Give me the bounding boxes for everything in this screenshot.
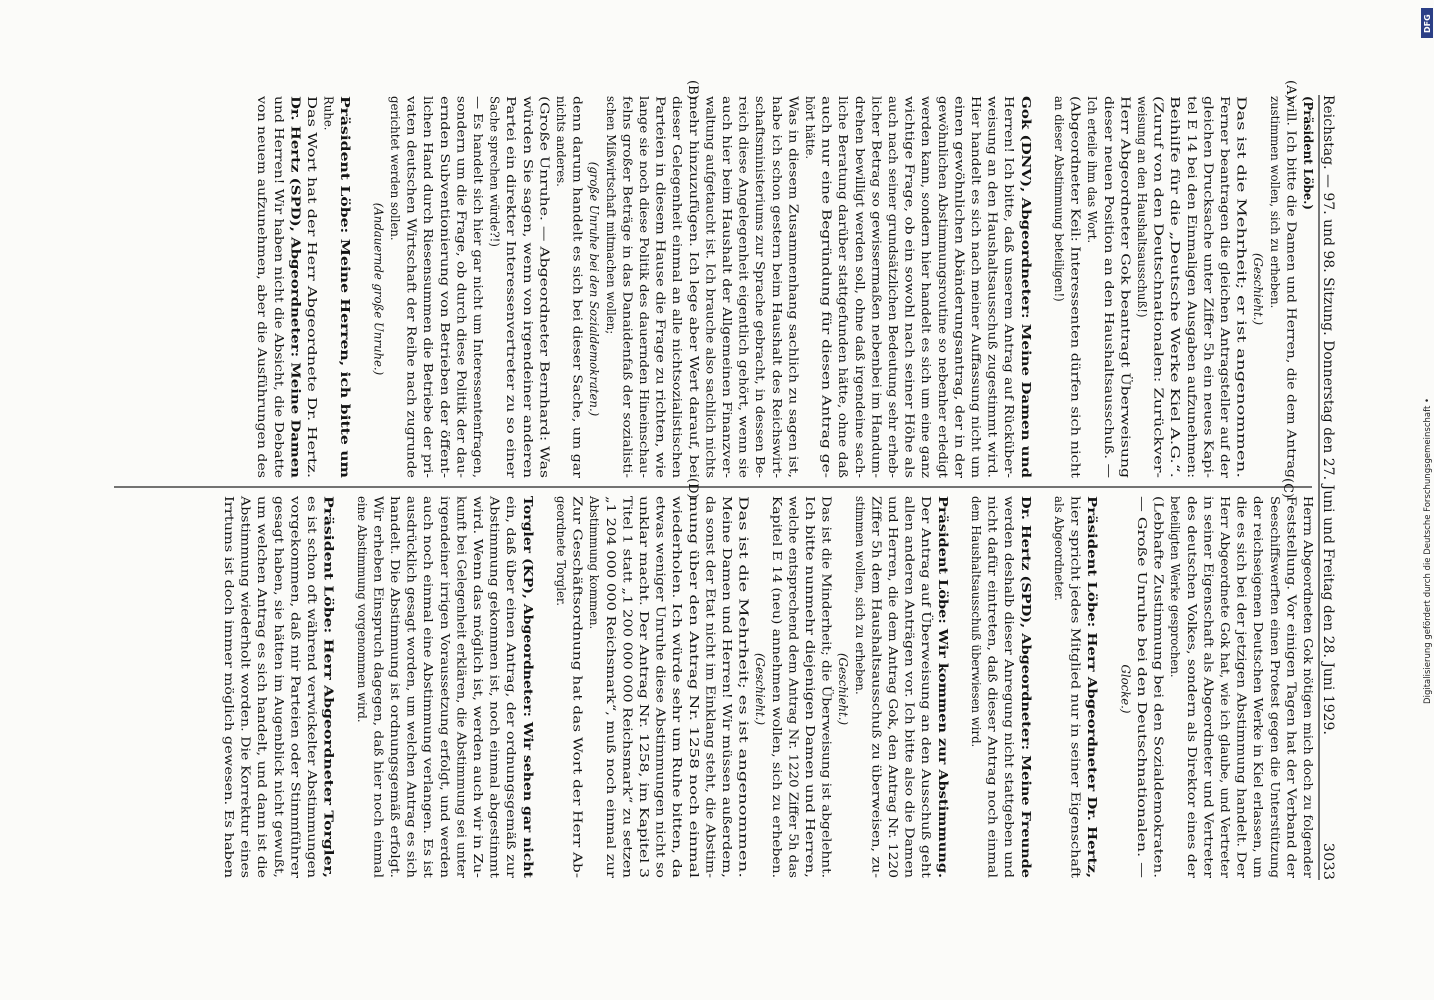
- text-line: der reichseigenen Deutschen Werke in Kiel erlassen, um: [1251, 496, 1266, 833]
- text-line: liche Beratung darüber stattgefunden hätte, ohne daß: [836, 96, 851, 419]
- text-line: weisung an den Haushaltsausschuß!): [1135, 96, 1149, 318]
- text-line: Präsident Löbe: Herr Abgeordneter Dr. Hertz,: [1085, 496, 1100, 797]
- text-line: Parteien in diesem Hause die Frage zu richten, wie: [653, 96, 668, 401]
- text-line: geordnete Torgler.: [554, 496, 568, 606]
- text-line: Titel 1 statt „1 200 000 000 Reichsmark“ zu setzen: [620, 496, 635, 800]
- text-line: Partei ein direkter Interessenvertreter zu so einer: [504, 96, 519, 394]
- text-line: drehen bewilligt werden soll, ohne daß irgendeine sach-: [852, 96, 867, 431]
- text-line: ein, daß über einen Antrag, der ordnungsgemäß zur: [504, 496, 519, 807]
- text-line: nichts anderes.: [554, 96, 568, 187]
- margin-mark-b: (B): [685, 80, 700, 100]
- text-line: Dr. Hertz (SPD), Abgeordneter: Meine Damen: [288, 96, 303, 396]
- text-line: (Geschieht.): [1251, 252, 1266, 326]
- text-line: gerichtet werden sollen.: [388, 96, 402, 241]
- text-line: dieser Gelegenheit einmal an alle nichtsozialistischen: [670, 96, 685, 416]
- text-line: es ist schon oft während verwickelter Abstimmungen: [305, 496, 319, 813]
- margin-mark-c: (C): [1280, 478, 1295, 499]
- text-line: auch nur eine Begründung für diesen Antrag ge-: [819, 96, 834, 386]
- text-line: nicht dafür eintreten, daß dieser Antrag noch einmal: [985, 496, 1000, 811]
- text-line: wichtige Frage, ob ein sowohl nach seiner Höhe als: [902, 96, 917, 403]
- text-line: Abstimmung gekommen ist, noch einmal abgestimmt: [487, 496, 502, 812]
- text-line: eine Abstimmung vorgenommen wird.: [354, 496, 369, 723]
- text-line: Irrtums ist doch immer möglich gewesen. Es haben: [222, 496, 236, 803]
- text-line: etwas weniger Unruhe diese Abstimmungen nicht so: [653, 496, 668, 810]
- text-line: lichen Hand durch Riesensummen die Betriebe der pri-: [421, 96, 436, 425]
- text-line: (Geschieht.): [753, 652, 768, 726]
- text-line: mehr hinzuzufügen. Ich lege aber Wert darauf, bei: [686, 96, 701, 397]
- text-line: reich diese Angelegenheit eigentlich gehört, wenn sie: [736, 96, 751, 416]
- text-line: Herr Abgeordneter Gok beantragt Überweisung: [1118, 96, 1133, 383]
- text-line: Ruhe.: [321, 96, 336, 131]
- text-line: und Herren, die dem Antrag Gok, den Antrag Nr. 1220: [886, 496, 900, 821]
- text-line: auch hier beim Haushalt der Allgemeinen Finanzver-: [720, 96, 734, 411]
- text-line: Sache sprechen würde?!): [487, 96, 502, 247]
- text-line: gleichen Drucksache unter Ziffer 5h ein neues Kapi-: [1201, 96, 1216, 407]
- text-line: von neuem aufzunehmen, aber die Ausführungen des: [255, 96, 270, 413]
- text-line: Torgler (KP), Abgeordneter: Wir sehen gar nicht: [520, 496, 535, 815]
- text-line: — Große Unruhe bei den Deutschnationalen. —: [1135, 496, 1149, 779]
- margin-mark-a: (A): [1283, 80, 1298, 100]
- text-line: gewöhnlichen Abstimmungsroutine so nebenher erledigt: [935, 96, 950, 434]
- text-line: wiederholen. Ich würde sehr um Ruhe bitten, da: [670, 496, 685, 784]
- text-line: Das ist die Mehrheit; er ist angenommen.: [1234, 96, 1249, 343]
- text-line: allen anderen Anträgen vor. Ich bitte also die Damen: [902, 496, 917, 811]
- text-line: Seeschiffswerften einen Protest gegen die Unterstützung: [1267, 496, 1282, 837]
- text-line: will. Ich bitte die Damen und Herren, die dem Antrag: [1284, 96, 1299, 414]
- text-line: (Große Unruhe. — Abgeordneter Bernhard: Was: [537, 96, 552, 383]
- text-line: Zur Geschäftsordnung hat das Wort der Herr Ab-: [570, 496, 585, 789]
- text-line: Feststellung. Vor einigen Tagen hat der Verband der: [1284, 496, 1299, 807]
- text-line: lange sie noch diese Politik des dauernden Hineinschau-: [637, 96, 651, 431]
- text-line: vaten deutschen Wirtschaft der Reihe nach zugrunde: [404, 96, 419, 413]
- text-line: des deutschen Volkes, sondern als Direktor eines der: [1184, 496, 1199, 812]
- text-line: wird. Wenn das möglich ist, werden auch wir in Zu-: [471, 496, 485, 802]
- text-line: dieser neuen Position an den Haushaltsausschuß. —: [1101, 96, 1116, 406]
- text-line: Der Antrag auf Überweisung an den Ausschuß geht: [919, 496, 934, 803]
- text-line: Ziffer 5h dem Haushaltsausschuß zu überweisen, zu-: [869, 496, 884, 811]
- text-line: Kapitel E 14 (neu) annehmen wollen, sich zu erheben.: [769, 496, 784, 818]
- text-line: schaftsministeriums zur Sprache gebracht, in dessen Be-: [753, 96, 768, 435]
- page-number: 3033: [1320, 842, 1336, 880]
- text-line: sondern um die Frage, ob durch diese Politik der dau-: [454, 96, 469, 417]
- margin-mark-d: (D): [685, 478, 700, 499]
- text-line: habe ich schon gestern beim Haushalt des Reichswirt-: [769, 96, 784, 420]
- text-line: felns großer Beträge in das Danaidenfaß der sozialisti-: [620, 96, 635, 422]
- text-line: werden kann, sondern hier handelt es sich um eine ganz: [919, 96, 934, 432]
- text-line: Wir erheben Einspruch dagegen, daß hier noch einmal: [371, 496, 386, 822]
- text-line: Abstimmung wiederholt worden. Die Korrektur eines: [238, 496, 253, 812]
- text-line: werden deshalb dieser Anregung nicht stattgeben und: [1002, 496, 1017, 820]
- text-line: irgendeiner irrigen Voraussetzung erfolgt, und werden: [437, 496, 452, 822]
- text-line: Herrn Abgeordneten Gok nötigen mich doch zu folgender: [1301, 496, 1315, 839]
- text-line: unklar macht. Der Antrag Nr. 1258, im Kapitel 3: [637, 496, 651, 784]
- text-line: tel E 14 bei den Einmaligen Ausgaben aufzunehmen:: [1184, 96, 1199, 411]
- text-line: Das Wort hat der Herr Abgeordnete Dr. Hertz.: [305, 96, 319, 372]
- text-line: ernden Subventionierung von Betrieben der öffent-: [437, 96, 452, 401]
- text-line: Was in diesem Zusammenhang sachlich zu sagen ist,: [786, 96, 801, 410]
- text-line: schen Mißwirtschaft mitmachen wollen;: [603, 96, 618, 335]
- text-line: — Es handelt sich hier gar nicht um Interessentenfragen,: [471, 96, 485, 438]
- text-line: (Zuruf von den Deutschnationalen: Zurückver-: [1151, 96, 1166, 373]
- text-line: als Abgeordneter.: [1052, 496, 1066, 601]
- text-line: Abstimmung kommen.: [587, 496, 602, 630]
- text-line: waltung aufgetaucht ist. Ich brauche also sachlich nichts: [703, 96, 718, 435]
- text-line: (Andauernde große Unruhe.): [371, 202, 386, 376]
- text-line: dem Haushaltsausschuß überwiesen wird.: [969, 496, 983, 748]
- credit-strip: [1421, 8, 1433, 704]
- text-line: Meine Damen und Herren! Wir müssen außerdem,: [720, 496, 734, 798]
- text-line: hört hätte.: [803, 96, 817, 160]
- text-line: Gok (DNV), Abgeordneter: Meine Damen und: [1018, 96, 1033, 394]
- text-line: Beihilfe für die „Deutsche Werke Kiel A.G.“.: [1168, 96, 1183, 357]
- text-line: denn darum handelt es sich bei dieser Sache, um gar: [570, 96, 585, 413]
- text-line: auch noch einmal eine Abstimmung verlangen. Es ist: [421, 496, 436, 812]
- text-line: mung über den Antrag Nr. 1258 noch einmal: [686, 496, 701, 763]
- text-line: würden Sie sagen, wenn von irgendeiner anderen: [520, 96, 535, 393]
- text-line: Ich bitte nunmehr diejenigen Damen und Herren,: [803, 496, 817, 791]
- text-line: Glocke.): [1118, 664, 1133, 714]
- text-line: beteiligten Werke gesprochen.: [1168, 496, 1183, 678]
- text-line: die es sich bei der jetzigen Abstimmung handelt. Der: [1234, 496, 1249, 812]
- text-line: Ferner beantragen die gleichen Antragsteller auf der: [1218, 96, 1232, 412]
- text-line: (Geschieht.): [836, 652, 851, 726]
- text-line: (große Unruhe bei den Sozialdemokraten.): [587, 161, 602, 417]
- text-line: Das ist die Mehrheit; es ist angenommen.: [736, 496, 751, 744]
- text-line: um welchen Antrag es sich handelt, und dann ist die: [255, 496, 270, 808]
- text-line: licher Betrag so gewissermaßen nebenbei im Handum-: [869, 96, 884, 423]
- text-line: vorgekommen, daß mir Parteien oder Stimmführer: [288, 496, 303, 799]
- text-line: an dieser Abstimmung beteiligen!): [1052, 96, 1066, 302]
- text-line: gesagt haben, sie hätten im Augenblick nicht gewußt,: [271, 496, 286, 817]
- credit-text: Digitalisierung gefördert durch die Deutsche Forschungsgemeinschaft •: [1423, 398, 1433, 704]
- text-line: Hier handelt es sich nach meiner Auffassung nicht um: [969, 96, 983, 419]
- text-line: welche entsprechend dem Antrag Nr. 1220 Ziffer 5h das: [786, 496, 801, 831]
- text-line: Ich erteile ihm das Wort.: [1085, 96, 1100, 244]
- text-line: weisung an den Haushaltsausschuß zugestimmt wird.: [985, 96, 1000, 416]
- text-line: stimmen wollen, sich zu erheben.: [852, 496, 867, 695]
- text-line: Herr Abgeordnete Gok hat, wie ich glaube, und Vertreter: [1218, 496, 1232, 836]
- text-line: Herren! Ich bitte, daß unserem Antrag auf Rücküber-: [1002, 96, 1017, 415]
- text-line: auch nach seiner grundsätzlichen Bedeutung sehr erheb-: [886, 96, 900, 437]
- text-line: (Lebhafte Zustimmung bei den Sozialdemokraten.: [1151, 496, 1166, 794]
- text-line: Dr. Hertz (SPD), Abgeordneter: Meine Freunde: [1018, 496, 1033, 805]
- text-line: zustimmen wollen, sich zu erheben.: [1267, 96, 1282, 309]
- text-line: Präsident Löbe: Wir kommen zur Abstimmung.: [935, 496, 950, 805]
- text-line: „1 204 000 000 Reichsmark“, muß noch einmal zur: [603, 496, 618, 801]
- text-line: hier spricht jedes Mitglied nur in seiner Eigenschaft: [1068, 496, 1083, 807]
- text-line: in seiner Eigenschaft als Abgeordneter und Vertreter: [1201, 496, 1216, 813]
- text-line: da sonst der Etat nicht im Einklang steht, die Abstim-: [703, 496, 718, 815]
- text-line: (Präsident Löbe.): [1301, 96, 1315, 210]
- text-line: Präsident Löbe: Herr Abgeordneter Torgler,: [321, 496, 336, 783]
- dfg-logo-text: DFG: [1423, 14, 1432, 33]
- text-line: (Abgeordneter Keil: Interessenten dürfen sich nicht: [1068, 96, 1083, 404]
- text-line: ausdrücklich gesagt worden, um welchen Antrag es sich: [404, 496, 419, 832]
- text-line: Präsident Löbe: Meine Herren, ich bitte um: [338, 96, 353, 383]
- text-line: handelt. Die Abstimmung ist ordnungsgemäß erfolgt.: [388, 496, 402, 813]
- text-line: kunft bei Gelegenheit erklären, die Abstimmung sei unter: [454, 496, 469, 840]
- text-line: und Herren! Wir haben nicht die Absicht, die Debatte: [271, 96, 286, 415]
- running-head: Reichstag. — 97. und 98. Sitzung. Donnerstag den 27. Juni und Freitag den 28. Juni 1929.: [1320, 95, 1336, 765]
- text-line: einen gewöhnlichen Abänderungsantrag, der in der: [952, 96, 967, 403]
- text-line: Das ist die Minderheit; die Überweisung ist abgelehnt.: [819, 496, 834, 822]
